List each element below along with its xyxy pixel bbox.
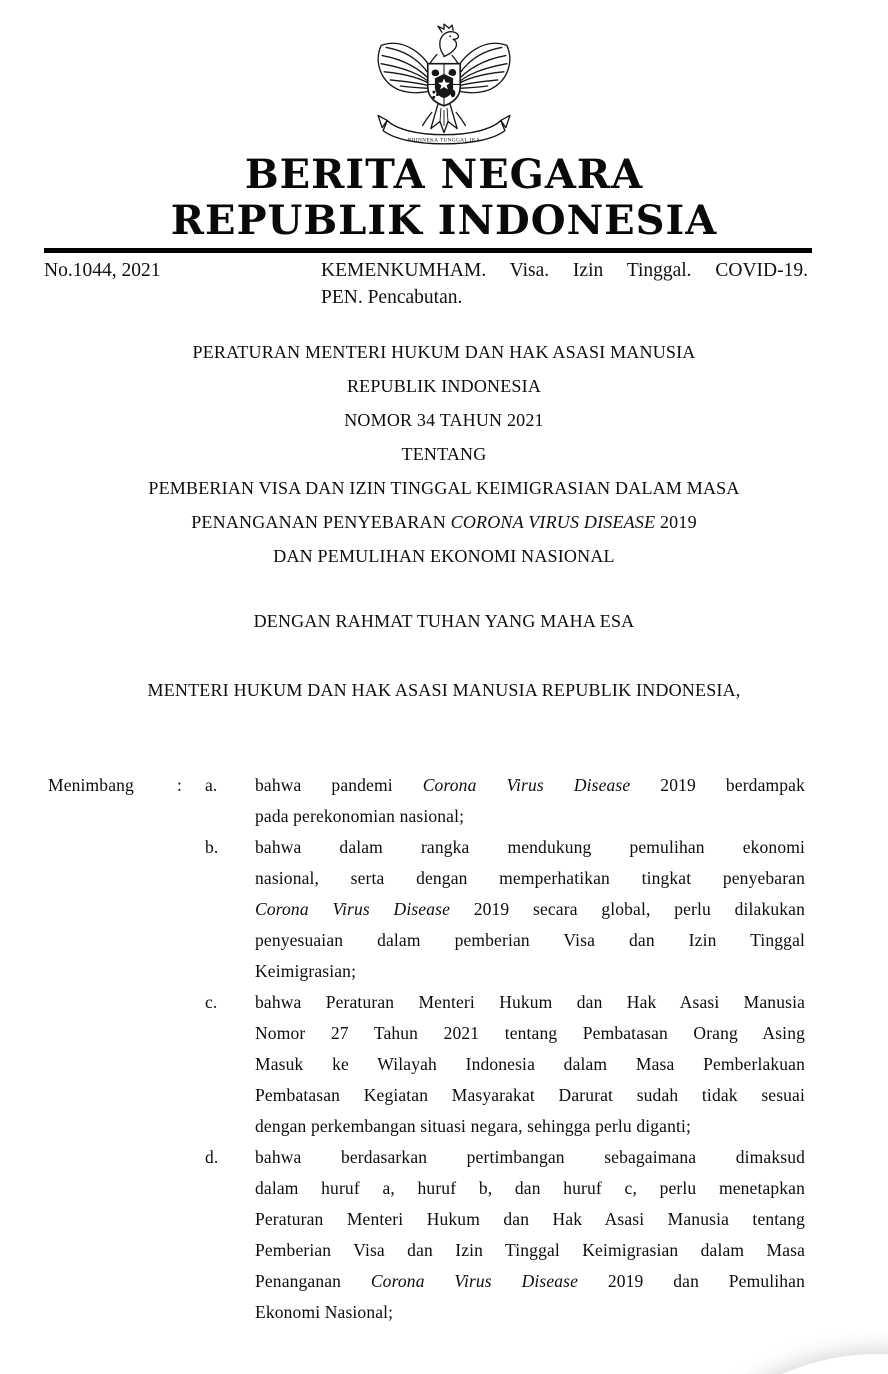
consideration-text — [255, 1142, 805, 1328]
text-segment: 2019 berdampak — [630, 775, 805, 795]
regulation-title-line-4 — [0, 437, 888, 471]
considerations-section — [48, 770, 805, 1328]
consideration-text — [255, 770, 805, 832]
text-segment: bahwa berdasarkan pertimbangan sebagaimana dimaksud — [255, 1147, 805, 1167]
gazette-subjects-line1: KEMENKUMHAM. Visa. Izin Tinggal. COVID-19. — [321, 260, 808, 281]
italic-text-segment: Corona Virus Disease — [370, 1271, 579, 1291]
consideration-text-line — [255, 1173, 805, 1204]
text-segment: 2019 dan Pemulihan — [578, 1271, 805, 1291]
consideration-text-line — [255, 1018, 805, 1049]
regulation-title-line-5 — [0, 471, 888, 505]
menimbang-colon: : — [177, 775, 183, 795]
consideration-text-line — [255, 1142, 805, 1173]
consideration-text-line — [255, 801, 805, 832]
text-segment: Nomor 27 Tahun 2021 tentang Pembatasan Orang Asing — [255, 1023, 805, 1043]
text-segment: 2019 secara global, perlu dilakukan — [449, 899, 805, 919]
consideration-text-line — [255, 1266, 805, 1297]
authority-line: MENTERI HUKUM DAN HAK ASASI MANUSIA REPUBLIK INDONESIA, — [147, 680, 741, 700]
text-segment: bahwa dalam rangka mendukung pemulihan ekonomi — [255, 837, 805, 857]
consideration-letter: c. — [205, 992, 218, 1012]
consideration-text-line — [255, 1111, 805, 1142]
consideration-item-b — [48, 832, 805, 987]
regulation-title-line-3 — [0, 403, 888, 437]
consideration-text — [255, 832, 805, 987]
consideration-text-line — [255, 1297, 805, 1328]
italic-text-segment: Corona Virus Disease — [422, 775, 631, 795]
text-segment: bahwa pandemi — [255, 775, 423, 795]
text-segment: Masuk ke Wilayah Indonesia dalam Masa Pemberlakuan — [255, 1054, 805, 1074]
menimbang-colon — [177, 987, 205, 1142]
text-segment: DAN PEMULIHAN EKONOMI NASIONAL — [273, 546, 615, 566]
masthead-rule — [44, 248, 812, 253]
regulation-title-block — [0, 335, 888, 573]
regulation-title-line-2 — [0, 369, 888, 403]
text-segment: Pembatasan Kegiatan Masyarakat Darurat sudah tidak sesuai — [255, 1085, 805, 1105]
garuda-pancasila-emblem — [373, 22, 515, 150]
regulation-title-line-1 — [0, 335, 888, 369]
consideration-text-line — [255, 987, 805, 1018]
text-segment: Peraturan Menteri Hukum dan Hak Asasi Manusia tentang — [255, 1209, 805, 1229]
consideration-text-line — [255, 894, 805, 925]
text-segment: dengan perkembangan situasi negara, sehingga perlu diganti; — [255, 1116, 692, 1136]
consideration-text-line — [255, 863, 805, 894]
masthead-title-line2: REPUBLIK INDONESIA — [170, 197, 718, 244]
menimbang-label: Menimbang — [48, 775, 134, 795]
gazette-subjects — [321, 257, 808, 311]
menimbang-colon — [177, 1142, 205, 1328]
consideration-text-line — [255, 956, 805, 987]
text-segment: TENTANG — [401, 444, 487, 464]
text-segment: nasional, serta dengan memperhatikan tingkat penyebaran — [255, 868, 805, 888]
text-segment: Pemberian Visa dan Izin Tinggal Keimigrasian dalam Masa — [255, 1240, 805, 1260]
consideration-text-line — [255, 1204, 805, 1235]
consideration-letter: a. — [205, 775, 218, 795]
invocation-line: DENGAN RAHMAT TUHAN YANG MAHA ESA — [253, 611, 635, 631]
menimbang-label — [48, 832, 177, 987]
text-segment: Keimigrasian; — [255, 961, 357, 981]
text-segment: 2019 — [655, 512, 697, 532]
text-segment: NOMOR 34 TAHUN 2021 — [344, 410, 544, 430]
text-segment: bahwa Peraturan Menteri Hukum dan Hak Asasi Manusia — [255, 992, 805, 1012]
masthead-title-line1: BERITA NEGARA — [244, 151, 644, 198]
emblem-motto-text: BHINNEKA TUNGGAL IKA — [407, 137, 481, 144]
text-segment: penyesuaian dalam pemberian Visa dan Izin Tinggal — [255, 930, 805, 950]
text-segment: dalam huruf a, huruf b, dan huruf c, perlu menetapkan — [255, 1178, 805, 1198]
menimbang-colon — [177, 832, 205, 987]
text-segment: Ekonomi Nasional; — [255, 1302, 394, 1322]
consideration-letter: b. — [205, 837, 219, 857]
consideration-item-a — [48, 770, 805, 832]
page-curl-shadow — [642, 1354, 888, 1374]
text-segment: pada perekonomian nasional; — [255, 806, 465, 826]
gazette-number: No.1044, 2021 — [44, 260, 161, 281]
text-segment: REPUBLIK INDONESIA — [346, 376, 542, 396]
consideration-text-line — [255, 832, 805, 863]
regulation-title-line-6 — [0, 505, 888, 539]
text-segment: PENANGANAN PENYEBARAN — [191, 512, 451, 532]
gazette-subjects-line2: PEN. Pencabutan. — [321, 287, 463, 308]
consideration-item-c — [48, 987, 805, 1142]
consideration-text-line — [255, 1080, 805, 1111]
menimbang-label — [48, 1142, 177, 1328]
consideration-text-line — [255, 925, 805, 956]
italic-text-segment: Corona Virus Disease — [255, 899, 450, 919]
consideration-text-line — [255, 1235, 805, 1266]
consideration-text-line — [255, 1049, 805, 1080]
consideration-letter: d. — [205, 1147, 219, 1167]
regulation-title-line-7 — [0, 539, 888, 573]
gazette-meta — [44, 257, 808, 311]
text-segment: Penanganan — [255, 1271, 371, 1291]
menimbang-label — [48, 987, 177, 1142]
italic-text-segment: CORONA VIRUS DISEASE — [450, 512, 656, 532]
garuda-pancasila-icon — [373, 22, 515, 150]
consideration-text-line — [255, 770, 805, 801]
consideration-item-d — [48, 1142, 805, 1328]
text-segment: PERATURAN MENTERI HUKUM DAN HAK ASASI MANUSIA — [192, 342, 696, 362]
text-segment: PEMBERIAN VISA DAN IZIN TINGGAL KEIMIGRASIAN DALAM MASA — [148, 478, 740, 498]
consideration-text — [255, 987, 805, 1142]
